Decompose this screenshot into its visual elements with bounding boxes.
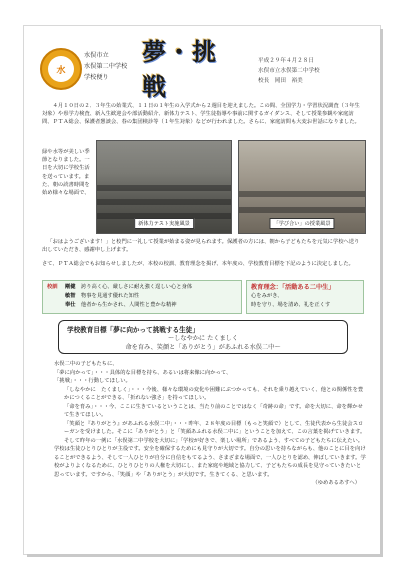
photo-detail	[239, 207, 365, 213]
ideal-line: 時を守り、場を清め、礼を正くす	[251, 302, 331, 308]
publisher-line: 水俣第二中学校	[84, 63, 128, 70]
school-name: 水俣市立水俣第二中学校	[258, 68, 320, 74]
body-line: 水俣二中の子どもたちに、	[54, 361, 118, 367]
publisher	[84, 50, 127, 83]
newsletter-title	[142, 37, 228, 101]
photo-detail	[97, 185, 231, 191]
ideal-heading: 教育理念：「活動ある二中生」	[251, 284, 335, 291]
motto-text: 他者から生かされ、人間性と豊かな精神	[80, 302, 177, 308]
goal-subtitle: 命を育み、笑顔と「ありがとう」があふれる水俣二中～	[125, 344, 281, 351]
motto-key: 校訓	[47, 284, 58, 290]
logo-emblem: 水	[48, 56, 74, 82]
goal-intro-paragraph: さて、ＰＴＡ総会でもお知らせしましたが、本校の校訓、教育理念を掲げ、本年度の、学校教育目標を下記のように決定しました。	[42, 261, 354, 267]
ideal-line: 心をみがき、	[251, 293, 283, 299]
motto-text: 物事を見通す優れた知性	[80, 293, 140, 299]
photo-caption: 「学び合い」の授業風景	[269, 218, 334, 229]
principal: 校長 岡田 裕美	[258, 78, 303, 84]
body-text	[54, 360, 366, 488]
motto-label: 敏智	[65, 293, 76, 299]
goal-heading: 学校教育目標「夢に向かって挑戦する生徒」	[67, 326, 199, 334]
publisher-line: 水俣市立	[84, 52, 109, 59]
education-ideal-box	[246, 280, 364, 314]
title-text: 夢・挑戦	[142, 37, 217, 101]
body-line: 「しなやかに たくましく」・・・今後、様々な環境の変化や困難にぶつかっても、それを乗り越えていく、他との関係性を豊かにつくることができる、「折れない強さ」を持ってほしい。	[64, 386, 364, 401]
side-paragraph: 緑や水等が美しい季節となりました。一日を大切に学校生活を送っています。また、朝の読書時間を始め様々な場面で、	[42, 149, 90, 197]
motto-row	[47, 283, 237, 292]
header	[24, 26, 380, 100]
photo-caption: 新体力テスト実施風景	[134, 218, 194, 229]
motto-label: 奉仕	[65, 302, 76, 308]
body-line: 「挑戦」・・・行動してほしい。	[54, 378, 131, 384]
motto-row	[47, 301, 237, 310]
photo-class	[238, 140, 366, 234]
body-line: 学校は生徒ひとりひとりが主役です。安全を確保するためにも見守りが大切です。自分の思いを持ちながらも、他のことに目を向けることができるよう、そして一人ひとりが自分に自信をもてるよう、さまざまな場面で、一人ひとりを認め、伸ばしていきます。学校がよりよくなるために、ひとりひとりの人権を大切にし、また家庭や地域と協力して、子どもたちの成長を見守っていきたいと思っています。ですから、「笑顔」や「ありがとう」が大切です。生きてくる、と思います。	[54, 446, 366, 478]
school-logo	[40, 48, 82, 90]
photo-detail	[97, 199, 231, 205]
body-line: 「夢に向かって」・・・具体的な目標を持ち、あるいは将来像に向かって、	[54, 369, 232, 376]
signature: （ゆめあるあすへ）	[312, 480, 360, 486]
body-line: 「命を育み」・・・今、ここに生きているということは、当たり前のことではなく「奇跡の命」です。命を大切に、命を輝かせて生きてほしい。	[64, 403, 363, 418]
issue-date: 平成２９年４月２８日	[258, 58, 314, 64]
issue-meta	[258, 56, 320, 86]
publisher-line: 学校便り	[84, 74, 109, 81]
newsletter-page	[24, 26, 380, 554]
greeting-paragraph: 「おはようございます！」と校門に一礼して授業が始まる姿が見られます。保護者の方には、朝から子どもたちを元気に学校へ送り出していただき、感謝申し上げます。	[42, 239, 360, 254]
intro-paragraph: ４月１０日の２．３年生の始業式、１１日の１年生の入学式から２週目を迎えました。この間、全国学力・学習状況調査（３年生対象）や県学力検査、新入生歓迎会や部活動紹介、新体力テスト、学生徒指導や事前に関するガイダンス、そして授業参観や家庭訪問、ＰＴＡ総会、保護者懇談会、春の集団検診等（１年生対象）などが行われました。さらに、家庭訪問も大変お世話になりました。	[42, 103, 360, 126]
motto-label: 剛健	[65, 284, 76, 290]
motto-row	[47, 292, 237, 301]
goal-subtitle: ～しなやかに たくましく	[167, 335, 239, 342]
motto-text: 誇り高く心、厳しさに耐え強く逞しい心と身体	[80, 284, 193, 290]
body-line: 「笑顔と『ありがとう』があふれる水俣二中」・・・昨年、２８年度の目標（もっと笑顔で）として、生徒代表から生徒会スローガンを受けました。そこに「ありがとう」と「笑顔あふれる水俣二中に」ということを加えて、この言葉を掲げていきます。そして昨年の一例に「水俣第二中学校を大切に」「学校が好きで、楽しい場所」であるよう、すべての子どもたちに伝えたい。	[64, 420, 366, 444]
photo-fitness-test	[96, 140, 232, 234]
school-goal-box	[58, 320, 348, 354]
photo-detail	[239, 191, 365, 197]
school-motto-box	[42, 280, 242, 314]
